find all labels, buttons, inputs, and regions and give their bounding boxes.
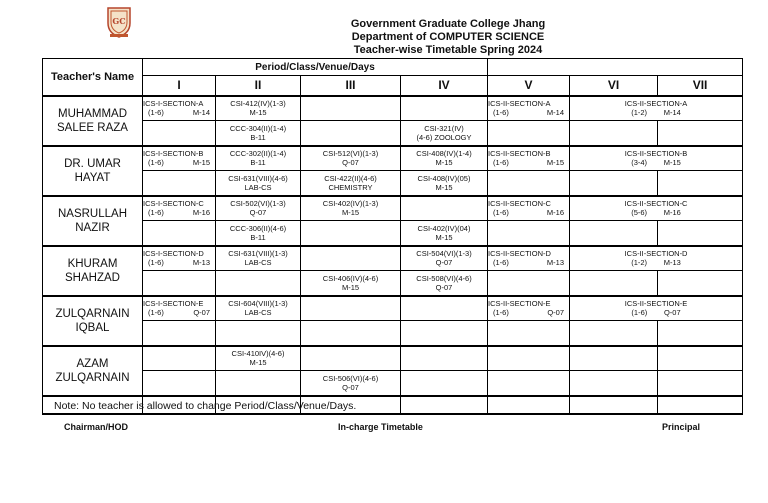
slot-p4: CSI-508(VI)(4-6) Q-07 [401,271,488,296]
teacher-name-line1: MUHAMMAD [58,107,127,120]
slot-p2: CSI-604(VIII)(1-3) LAB-CS [216,296,301,321]
slot-p2 [216,271,301,296]
teacher-name [43,346,143,396]
slot-p7 [658,346,743,371]
slot-p2: CSI-412(IV)(1-3) M-15 [216,96,301,121]
slot-p4: CSI-408(IV)(05) M-15 [401,171,488,196]
signature-chairman: Chairman/HOD [64,422,129,432]
slot-p3 [301,321,401,346]
slot-p5 [488,171,570,196]
slot-p6 [570,121,658,146]
svg-text:GC: GC [112,16,126,26]
slot-p5 [488,321,570,346]
period-header-6: VI [570,76,658,96]
slot-p4 [401,371,488,396]
slot-p6 [570,171,658,196]
slot-p1 [143,371,216,396]
slot-p1: ICS-I-SECTION-A (1-6) M-14 [143,96,216,121]
slot-p3 [301,96,401,121]
timetable-title: Teacher-wise Timetable Spring 2024 [353,44,543,56]
slot-p4 [401,196,488,221]
slot-p4: CSI-402(IV)(04) M-15 [401,221,488,246]
slot-p3 [301,346,401,371]
slot-p1 [143,221,216,246]
slot-p4: CSI-408(IV)(1-4) M-15 [401,146,488,171]
slot-p6-7: ICS-II-SECTION-B (3-4) M-15 [570,146,743,171]
slot-p5: ICS-II-SECTION-D (1-6) M-13 [488,246,570,271]
teacher-name-line1: KHURAM [67,257,118,270]
period-header-1: I [143,76,216,96]
teacher-name-line1: AZAM [76,357,109,370]
slot-p4 [401,346,488,371]
slot-p3: CSI-422(II)(4-6) CHEMISTRY [301,171,401,196]
slot-p7 [658,221,743,246]
empty-cell [488,396,570,414]
slot-p6-7: ICS-II-SECTION-E (1-6) Q-07 [570,296,743,321]
slot-p1 [143,321,216,346]
slot-p3: CSI-406(IV)(4-6) M-15 [301,271,401,296]
slot-p2: CSI-502(VI)(1-3) Q-07 [216,196,301,221]
teacher-name-line2: ZULQARNAIN [55,371,130,384]
slot-p1 [143,171,216,196]
slot-p5: ICS-II-SECTION-A (1-6) M-14 [488,96,570,121]
slot-p1 [143,271,216,296]
slot-p5: ICS-II-SECTION-E (1-6) Q-07 [488,296,570,321]
slot-p5 [488,221,570,246]
slot-p1: ICS-I-SECTION-D (1-6) M-13 [143,246,216,271]
empty-cell [658,396,743,414]
period-header-5: V [488,76,570,96]
teacher-name-header: Teacher's Name [43,59,143,96]
slot-p3 [301,246,401,271]
slot-p3: CSI-402(IV)(1-3) M-15 [301,196,401,221]
slot-p6 [570,346,658,371]
period-group-header: Period/Class/Venue/Days [143,59,488,76]
teacher-name [43,246,143,296]
teacher-name [43,96,143,146]
teacher-name-line2: SALEE RAZA [57,121,128,134]
slot-p2: CCC-306(II)(4-6) B-11 [216,221,301,246]
slot-p1 [143,121,216,146]
teacher-name-line1: ZULQARNAIN [55,307,130,320]
college-logo [104,5,134,39]
slot-p6-7: ICS-II-SECTION-A (1-2) M-14 [570,96,743,121]
slot-p5 [488,121,570,146]
slot-p1: ICS-I-SECTION-B (1-6) M-15 [143,146,216,171]
teacher-name-line1: NASRULLAH [57,207,128,220]
slot-p2: CCC-302(II)(1-4) B-11 [216,146,301,171]
slot-p3 [301,221,401,246]
college-name: Government Graduate College Jhang [350,18,546,30]
slot-p2 [216,321,301,346]
slot-p2 [216,371,301,396]
teacher-name-line2: IQBAL [75,321,110,334]
slot-p1 [143,346,216,371]
slot-p3 [301,121,401,146]
signature-incharge: In-charge Timetable [338,422,423,432]
slot-p5: ICS-II-SECTION-B (1-6) M-15 [488,146,570,171]
slot-p7 [658,171,743,196]
slot-p5 [488,371,570,396]
slot-p7 [658,271,743,296]
period-header-4: IV [401,76,488,96]
slot-p6 [570,271,658,296]
slot-p3 [301,296,401,321]
slot-p5 [488,346,570,371]
period-header-7: VII [658,76,743,96]
slot-p2: CCC-304(II)(1-4) B-11 [216,121,301,146]
slot-p2: CSI-631(VIII)(1-3) LAB-CS [216,246,301,271]
teacher-name-line2: SHAHZAD [65,271,120,284]
slot-p7 [658,371,743,396]
slot-p5: ICS-II-SECTION-C (1-6) M-16 [488,196,570,221]
slot-p6 [570,321,658,346]
slot-p6-7: ICS-II-SECTION-D (1-2) M-13 [570,246,743,271]
empty-cell [401,396,488,414]
slot-p3: CSI-506(VI)(4-6) Q-07 [301,371,401,396]
slot-p3: CSI-512(VI)(1-3) Q-07 [301,146,401,171]
department-name: Department of COMPUTER SCIENCE [351,31,545,43]
teacher-name-line2: NAZIR [75,221,110,234]
teacher-name [43,296,143,346]
slot-p6-7: ICS-II-SECTION-C (5-6) M-16 [570,196,743,221]
document-header [300,18,596,57]
slot-p4 [401,296,488,321]
teacher-name [43,146,143,196]
slot-p2: CSI-631(VIII)(4-6) LAB-CS [216,171,301,196]
signature-principal: Principal [662,422,701,432]
teacher-name-line1: DR. UMAR [64,157,121,170]
teacher-name [43,196,143,246]
slot-p1: ICS-I-SECTION-E (1-6) Q-07 [143,296,216,321]
slot-p4 [401,96,488,121]
slot-p4 [401,321,488,346]
slot-p2: CSI-410IV)(4-6) M-15 [216,346,301,371]
slot-p6 [570,221,658,246]
slot-p4: CSI-321(IV) (4-6) ZOOLOGY [401,121,488,146]
period-header-3: III [301,76,401,96]
slot-p7 [658,121,743,146]
policy-note: Note: No teacher is allowed to change Period/Class/Venue/Days. [54,400,357,412]
teacher-name-line2: HAYAT [74,171,111,184]
empty-cell [570,396,658,414]
slot-p7 [658,321,743,346]
slot-p5 [488,271,570,296]
slot-p4: CSI-504(VI)(1-3) Q-07 [401,246,488,271]
slot-p1: ICS-I-SECTION-C (1-6) M-16 [143,196,216,221]
timetable-table [42,58,743,415]
period-group-header-blank [488,59,743,76]
slot-p6 [570,371,658,396]
period-header-2: II [216,76,301,96]
